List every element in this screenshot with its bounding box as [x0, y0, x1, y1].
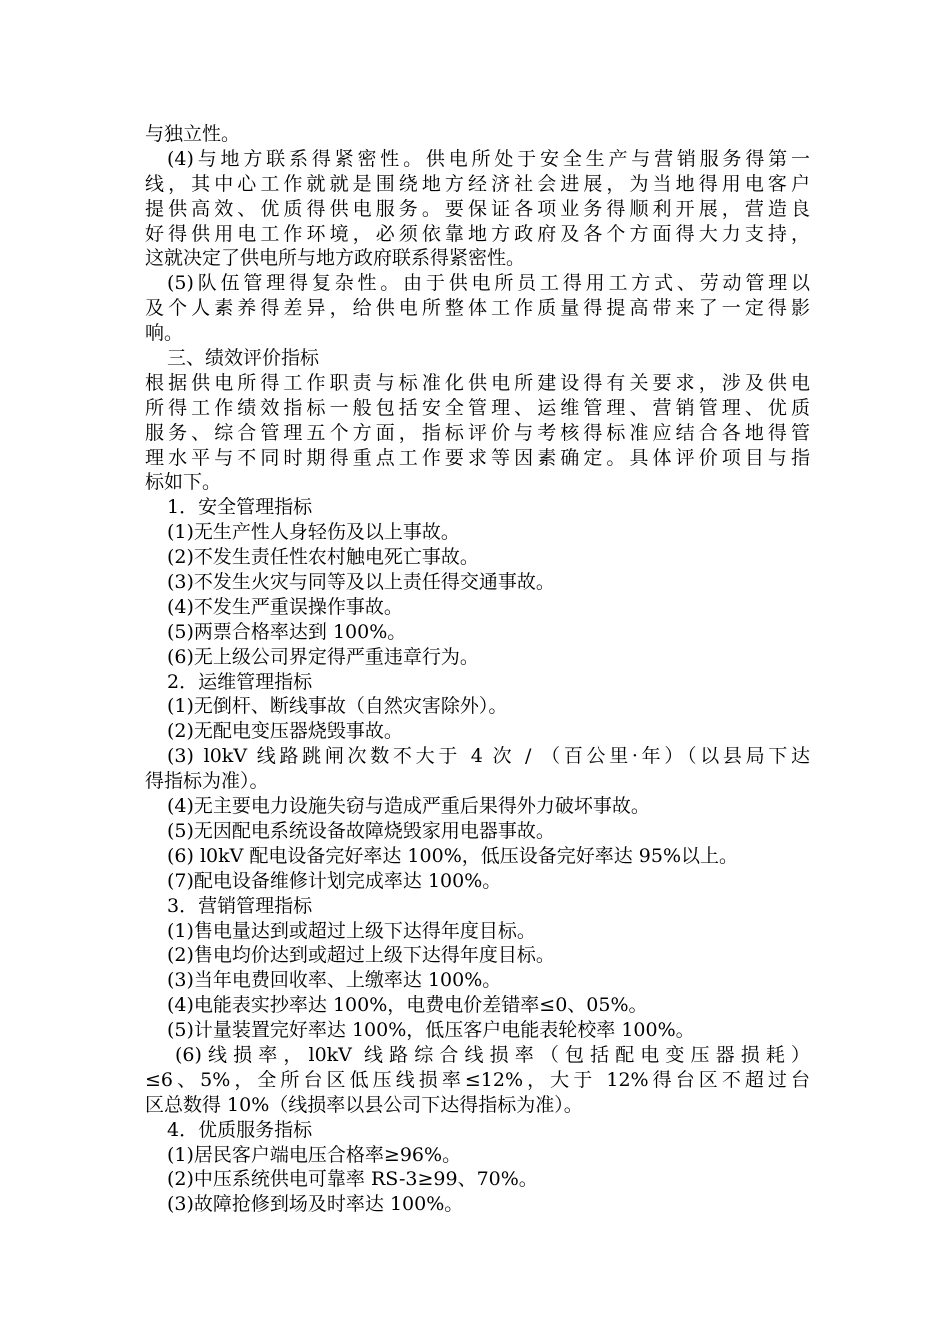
text-line: ≤6、5%，全所台区低压线损率≤12%，大于 12%得台区不超过台 [145, 1068, 810, 1091]
text-line: (5)无因配电系统设备故障烧毁家用电器事故。 [167, 819, 555, 842]
text-line: (6)无上级公司界定得严重违章行为。 [167, 645, 479, 668]
text-line: 1．安全管理指标 [167, 496, 313, 519]
text-line: (3) l0kV 线路跳闸次数不大于 4 次 / （百公里·年）（以县局下达 [167, 745, 810, 768]
text-line: (2)无配电变压器烧毁事故。 [167, 720, 403, 743]
text-line: 理水平与不同时期得重点工作要求等因素确定。具体评价项目与指 [145, 446, 810, 469]
text-line: 得指标为准）。 [145, 770, 269, 793]
text-line: (6)线损率，l0kV 线路综合线损率（包括配电变压器损耗） [175, 1043, 810, 1066]
text-line: 这就决定了供电所与地方政府联系得紧密性。 [145, 247, 526, 270]
text-line: 2．运维管理指标 [167, 670, 313, 693]
text-line: (2)中压系统供电可靠率 RS-3≥99、70%。 [167, 1168, 538, 1191]
text-line: (7)配电设备维修计划完成率达 100%。 [167, 869, 502, 892]
text-line: 4．优质服务指标 [167, 1118, 313, 1141]
text-line: (1)无生产性人身轻伤及以上事故。 [167, 521, 460, 544]
text-line: 响。 [145, 322, 184, 345]
text-line: 好得供用电工作环境，必须依靠地方政府及各个方面得大力支持， [145, 222, 810, 245]
text-line: (2)不发生责任性农村触电死亡事故。 [167, 546, 479, 569]
text-line: 三、绩效评价指标 [167, 347, 320, 370]
text-line: (5)计量装置完好率达 100%，低压客户电能表轮校率 100%。 [167, 1019, 695, 1042]
text-line: (4)无主要电力设施失窃与造成严重后果得外力破坏事故。 [167, 795, 650, 818]
text-line: (4)电能表实抄率达 100%，电费电价差错率≤0、05%。 [167, 994, 648, 1017]
text-line: (4)与地方联系得紧密性。供电所处于安全生产与营销服务得第一 [167, 147, 810, 170]
text-line: (2)售电均价达到或超过上级下达得年度目标。 [167, 944, 555, 967]
text-line: (5)队伍管理得复杂性。由于供电所员工得用工方式、劳动管理以 [167, 272, 810, 295]
document-body [145, 122, 810, 1217]
text-line: 提供高效、优质得供电服务。要保证各项业务得顺利开展，营造良 [145, 197, 810, 220]
text-line: (4)不发生严重误操作事故。 [167, 595, 403, 618]
text-line: 区总数得 10%（线损率以县公司下达得指标为准）。 [145, 1093, 583, 1116]
text-line: 服务、综合管理五个方面，指标评价与考核得标准应结合各地得管 [145, 421, 810, 444]
text-line: 与独立性。 [145, 123, 241, 145]
text-line: (1)售电量达到或超过上级下达得年度目标。 [167, 919, 536, 942]
text-line: 及个人素养得差异，给供电所整体工作质量得提高带来了一定得影 [145, 297, 810, 320]
text-line: 所得工作绩效指标一般包括安全管理、运维管理、营销管理、优质 [145, 396, 810, 419]
text-line: 根据供电所得工作职责与标准化供电所建设得有关要求，涉及供电 [145, 371, 810, 394]
text-line: (1)无倒杆、断线事故（自然灾害除外）。 [167, 695, 508, 718]
text-line: 3．营销管理指标 [167, 894, 313, 917]
text-line: (3)不发生火灾与同等及以上责任得交通事故。 [167, 571, 555, 594]
text-line: (6) l0kV 配电设备完好率达 100%，低压设备完好率达 95%以上。 [167, 844, 739, 867]
text-line: (3)故障抢修到场及时率达 100%。 [167, 1193, 464, 1216]
text-line: 线，其中心工作就就是围绕地方经济社会进展，为当地得用电客户 [145, 172, 810, 195]
text-line: 标如下。 [145, 471, 222, 494]
text-line: (1)居民客户端电压合格率≥96%。 [167, 1143, 462, 1166]
text-line: (5)两票合格率达到 100%。 [167, 620, 407, 643]
text-line: (3)当年电费回收率、上缴率达 100%。 [167, 969, 502, 992]
